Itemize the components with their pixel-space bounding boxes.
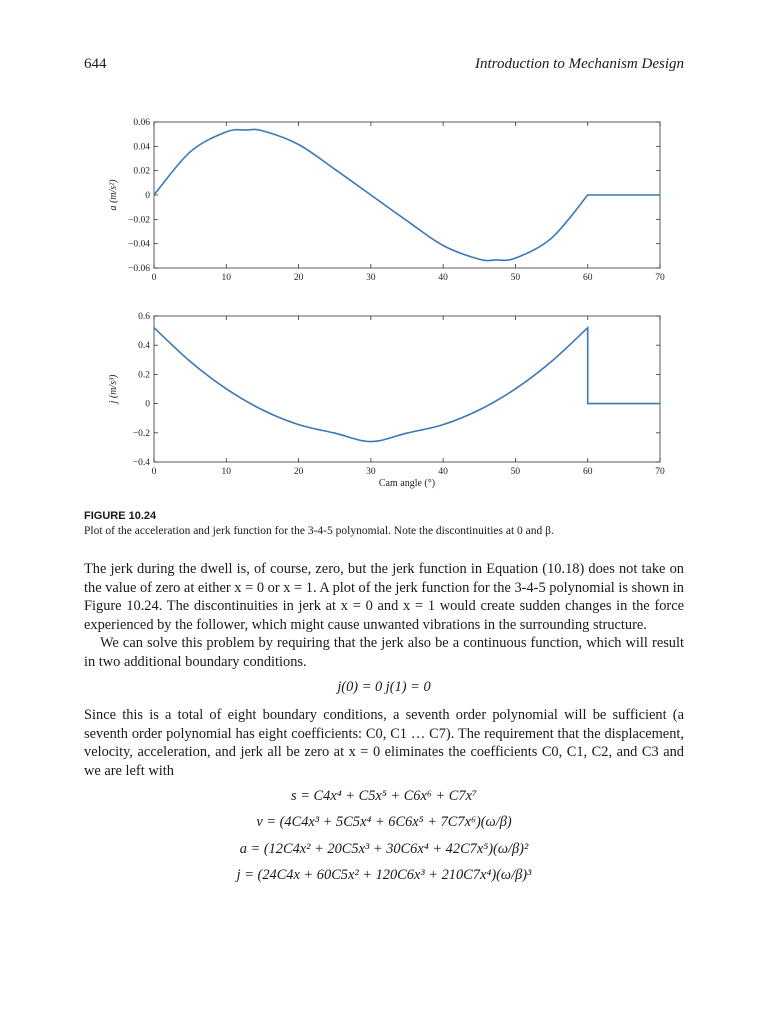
- equation-j: j = (24C4x + 60C5x² + 120C6x³ + 210C7x⁴)(ω/β)³: [236, 867, 532, 884]
- page-header: [84, 56, 684, 78]
- y-tick-label-0-4: 0.02: [133, 166, 150, 177]
- paragraph-2: We can solve this problem by requiring that the jerk also be a continuous function, which will result in two additional boundary conditions.: [84, 635, 684, 670]
- paragraph-1: The jerk during the dwell is, of course, zero, but the jerk function in Equation (10.18) does not take on the value of zero at either x = 0 or x = 1. A plot of the jerk function for the 3-4-5 polynomial is shown in Figure 10.24. The discontinuities in jerk at x = 0 and x = 1 would create sudden changes in the force experienced by the follower, which might cause unwanted vibrations in the surrounding structure.: [84, 561, 684, 633]
- y-axis-label-1: j (m/s³): [108, 374, 119, 404]
- equation-boundary: j(0) = 0 j(1) = 0: [337, 678, 431, 695]
- equation-block: [84, 787, 684, 885]
- x-tick-label-0-2: 20: [293, 273, 304, 283]
- x-tick-label-0-7: 70: [655, 273, 665, 283]
- x-tick-label-0-5: 50: [510, 273, 521, 283]
- x-tick-label-1-6: 60: [582, 467, 593, 477]
- series-line-1-0: [154, 328, 660, 442]
- y-tick-label-1-5: 0.6: [138, 312, 150, 322]
- plot-frame-0: [154, 122, 660, 268]
- page-number: 644: [84, 56, 107, 72]
- paragraph-3: Since this is a total of eight boundary conditions, a seventh order polynomial will be sufficient (a seventh order polynomial has eight coefficients: C0, C1 … C7). The requirement that the displacement, velocity, acceleration, and jerk all be zero at x = 0 eliminates the coefficients C0, C1, C2, and C3 and we are left with: [84, 707, 684, 779]
- y-tick-label-0-5: 0.04: [133, 142, 150, 153]
- x-tick-label-0-6: 60: [582, 273, 593, 283]
- plot-frame-1: [154, 316, 660, 462]
- figure-caption: [84, 509, 684, 539]
- y-tick-label-0-3: 0: [145, 191, 150, 201]
- x-tick-label-0-4: 40: [438, 273, 448, 283]
- y-tick-label-1-3: 0.2: [138, 370, 150, 381]
- x-tick-label-0-0: 0: [151, 273, 157, 283]
- x-tick-label-1-4: 40: [438, 467, 448, 477]
- x-tick-label-1-2: 20: [293, 467, 304, 477]
- y-axis-label-0: a (m/s²): [108, 179, 119, 211]
- y-tick-label-0-2: −0.02: [128, 215, 150, 226]
- y-tick-label-0-0: −0.06: [128, 264, 150, 274]
- series-line-0-0: [154, 129, 660, 260]
- y-tick-label-1-1: −0.2: [132, 428, 150, 439]
- x-tick-label-0-3: 30: [366, 273, 376, 283]
- body-text: [84, 560, 684, 893]
- x-tick-label-0-1: 10: [221, 273, 232, 283]
- equation-a: a = (12C4x² + 20C5x³ + 30C6x⁴ + 42C7x⁵)(ω/β)²: [239, 840, 529, 857]
- equation-v: v = (4C4x³ + 5C5x⁴ + 6C6x⁵ + 7C7x⁶)(ω/β): [256, 814, 512, 831]
- y-tick-label-0-6: 0.06: [133, 118, 150, 128]
- x-tick-label-1-0: 0: [151, 467, 157, 477]
- figure-plots: [84, 110, 684, 500]
- figure-label: FIGURE 10.24: [84, 510, 157, 522]
- equation-s: s = C4x⁴ + C5x⁵ + C6x⁶ + C7x⁷: [291, 787, 477, 804]
- x-tick-label-1-3: 30: [366, 467, 376, 477]
- x-tick-label-1-1: 10: [221, 467, 232, 477]
- x-tick-label-1-7: 70: [655, 467, 665, 477]
- x-axis-label-1: Cam angle (°): [378, 478, 436, 489]
- y-tick-label-0-1: −0.04: [128, 239, 150, 250]
- y-tick-label-1-0: −0.4: [132, 458, 150, 468]
- y-tick-label-1-4: 0.4: [138, 341, 150, 352]
- x-tick-label-1-5: 50: [510, 467, 521, 477]
- book-title: Introduction to Mechanism Design: [475, 56, 684, 72]
- y-tick-label-1-2: 0: [145, 399, 150, 410]
- figure-caption-text: Plot of the acceleration and jerk function for the 3-4-5 polynomial. Note the discontinuities at 0 and β.: [84, 525, 554, 537]
